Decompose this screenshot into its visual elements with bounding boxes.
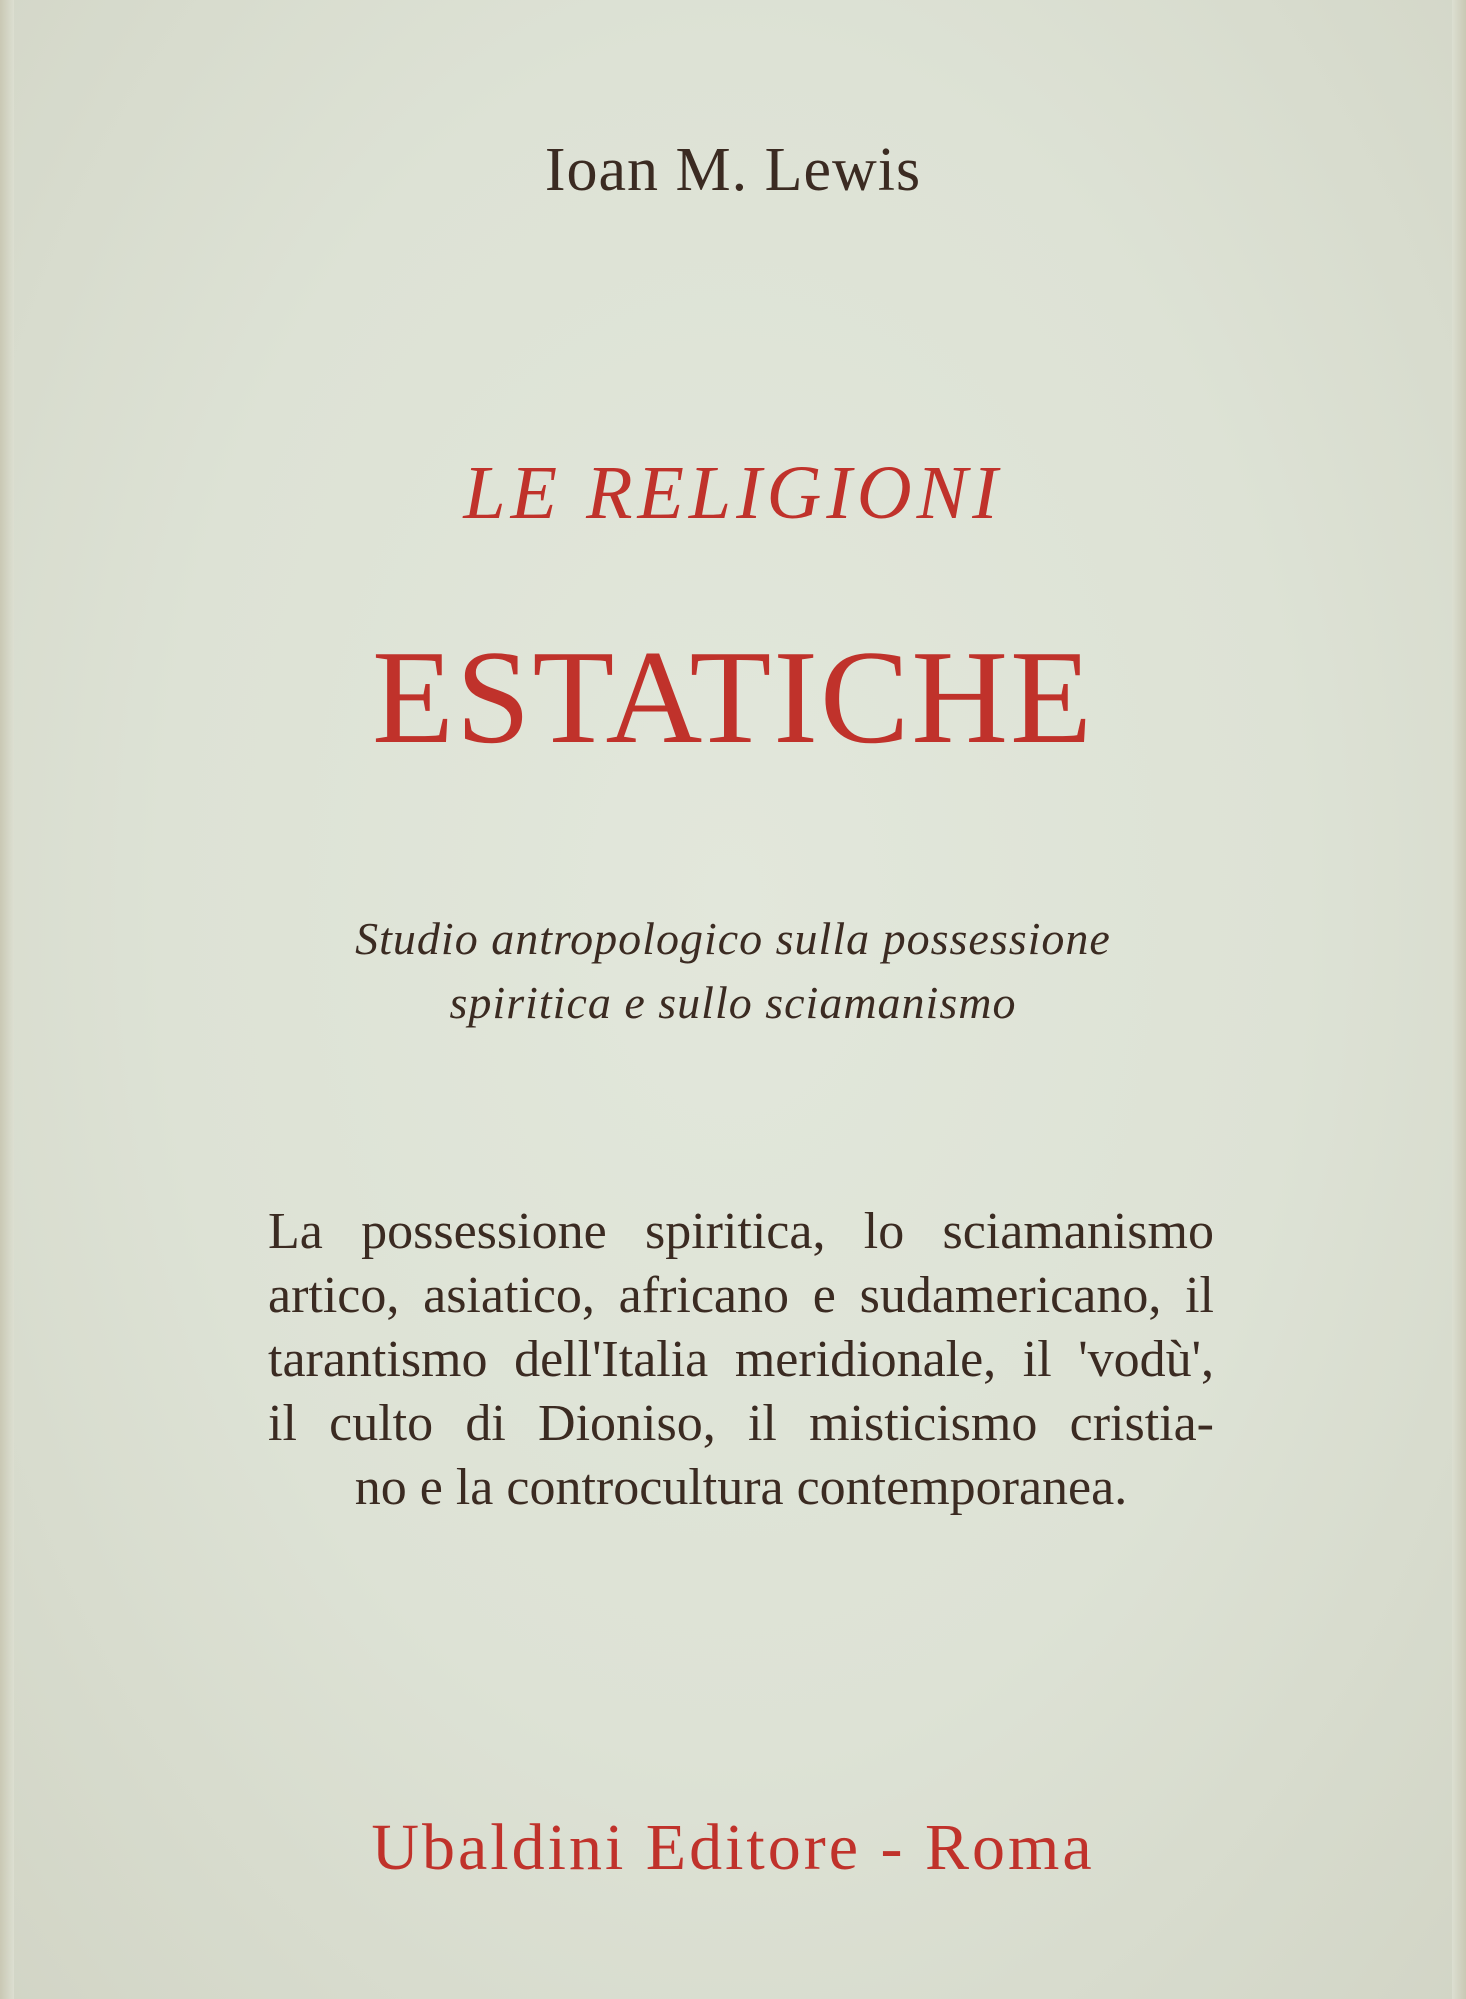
description-line: tarantismo dell'Italia meridionale, il 'vodù', <box>268 1331 1214 1388</box>
description-line: il culto di Dioniso, il misticismo cristia- <box>268 1395 1214 1452</box>
description-line: no e la controcultura contemporanea. <box>354 1459 1128 1516</box>
description <box>268 1200 1214 1520</box>
subtitle-line: spiritica e sullo sciamanismo <box>449 977 1017 1028</box>
publisher: Ubaldini Editore - Roma <box>371 1811 1095 1884</box>
description-line: artico, asiatico, africano e sudamericano, il <box>268 1267 1214 1324</box>
description-line: La possessione spiritica, lo sciamanismo <box>268 1203 1214 1260</box>
title-line-1: LE RELIGIONI <box>463 451 1003 535</box>
subtitle-line: Studio antropologico sulla possessione <box>355 913 1111 964</box>
author-name: Ioan M. Lewis <box>544 136 922 204</box>
book-title: ESTATICHE <box>372 623 1094 771</box>
